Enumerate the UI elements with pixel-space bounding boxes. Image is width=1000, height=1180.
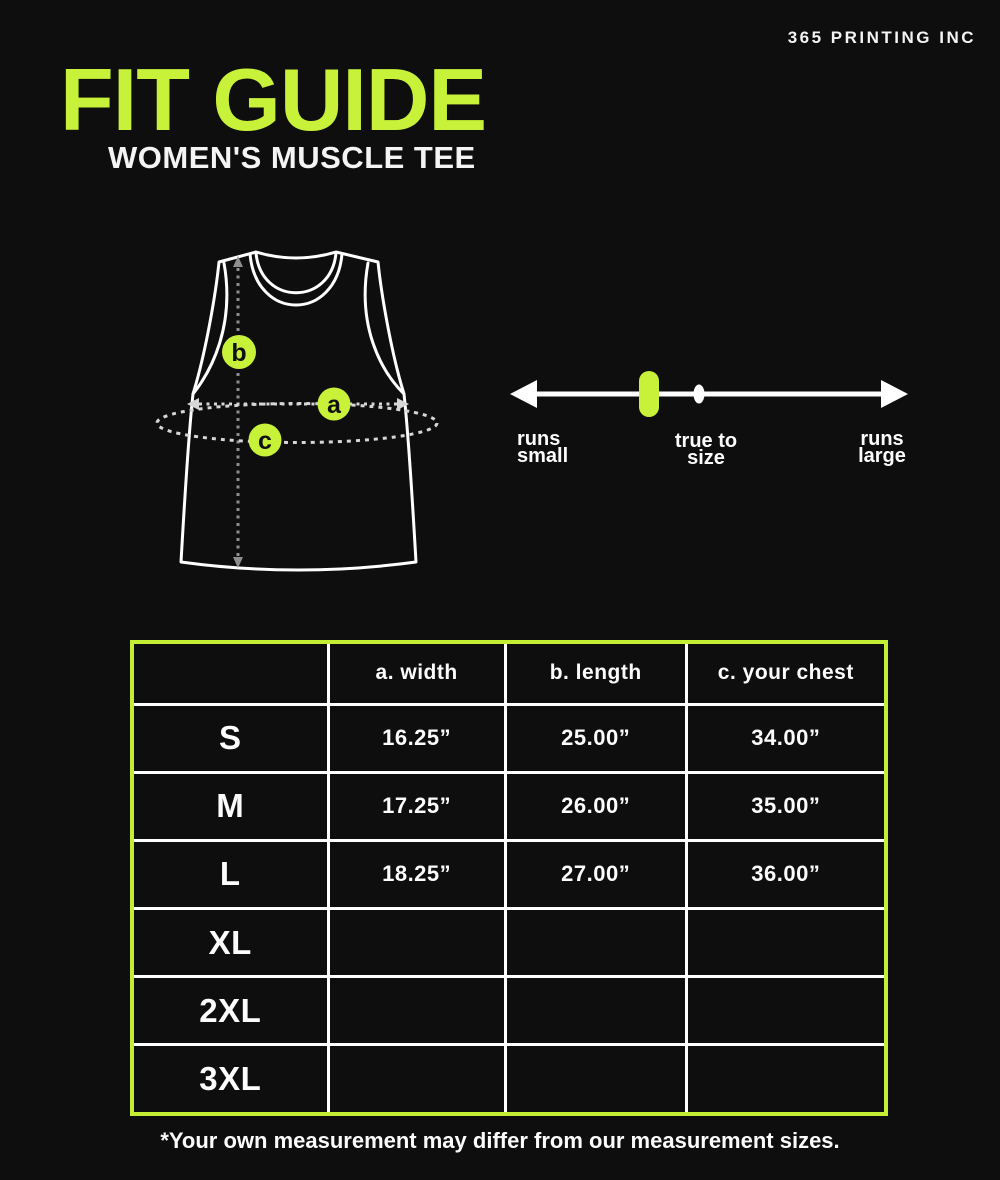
length-value: 25.00”	[505, 704, 686, 772]
page-title: FIT GUIDE	[60, 50, 487, 149]
chest-value: 36.00”	[686, 840, 886, 908]
scale-label-runs-large	[812, 428, 952, 467]
width-value: 18.25”	[328, 840, 505, 908]
true-to-size-dot	[694, 385, 705, 404]
page-subtitle: WOMEN'S MUSCLE TEE	[108, 140, 476, 175]
size-label: 2XL	[132, 977, 328, 1045]
width-value	[328, 1045, 505, 1114]
chest-ellipse	[157, 404, 437, 443]
length-value	[505, 1045, 686, 1114]
header-width: a. width	[328, 642, 505, 704]
table-row	[132, 909, 886, 977]
header-length: b. length	[505, 642, 686, 704]
marker-c	[249, 424, 282, 457]
header-chest: c. your chest	[686, 642, 886, 704]
marker-a	[318, 388, 351, 421]
length-value: 27.00”	[505, 840, 686, 908]
size-label: XL	[132, 909, 328, 977]
scale-label-text: large	[858, 445, 906, 467]
scale-label-text: runs	[517, 428, 561, 450]
scale-label-text: runs	[860, 428, 904, 450]
width-value: 17.25”	[328, 772, 505, 840]
table-row	[132, 977, 886, 1045]
table-header-row	[132, 642, 886, 704]
scale-label-text: true to	[674, 430, 738, 452]
tank-armholes	[193, 263, 404, 394]
chest-value	[686, 1045, 886, 1114]
fit-position-marker	[639, 371, 659, 417]
scale-label-true-to-size	[636, 430, 776, 469]
scale-left-arrowhead-icon	[510, 380, 537, 408]
table-row	[132, 1045, 886, 1114]
size-label: S	[132, 704, 328, 772]
size-label: M	[132, 772, 328, 840]
brand-text: 365 PRINTING INC	[787, 28, 976, 47]
footnote: *Your own measurement may differ from our measurement sizes.	[160, 1128, 840, 1153]
scale-right-arrowhead-icon	[881, 380, 908, 408]
scale-label-text: small	[517, 445, 569, 467]
size-table	[130, 640, 888, 1116]
marker-b	[222, 335, 256, 369]
table-row	[132, 772, 886, 840]
chest-value: 35.00”	[686, 772, 886, 840]
length-value	[505, 977, 686, 1045]
length-value: 26.00”	[505, 772, 686, 840]
marker-b-label: b	[231, 339, 247, 367]
tank-diagram	[105, 238, 475, 586]
table-row	[132, 704, 886, 772]
width-value	[328, 977, 505, 1045]
chest-value: 34.00”	[686, 704, 886, 772]
chest-value	[686, 909, 886, 977]
header-size	[132, 642, 328, 704]
tank-neckline	[250, 253, 342, 305]
fit-scale	[495, 348, 925, 438]
marker-a-label: a	[327, 391, 341, 419]
table-row	[132, 840, 886, 908]
marker-c-label: c	[258, 427, 272, 455]
size-label: 3XL	[132, 1045, 328, 1114]
width-value: 16.25”	[328, 704, 505, 772]
scale-label-text: size	[687, 447, 725, 469]
length-value	[505, 909, 686, 977]
chest-value	[686, 977, 886, 1045]
size-label: L	[132, 840, 328, 908]
scale-label-runs-small	[517, 428, 569, 467]
tank-outline	[181, 252, 416, 570]
width-value	[328, 909, 505, 977]
